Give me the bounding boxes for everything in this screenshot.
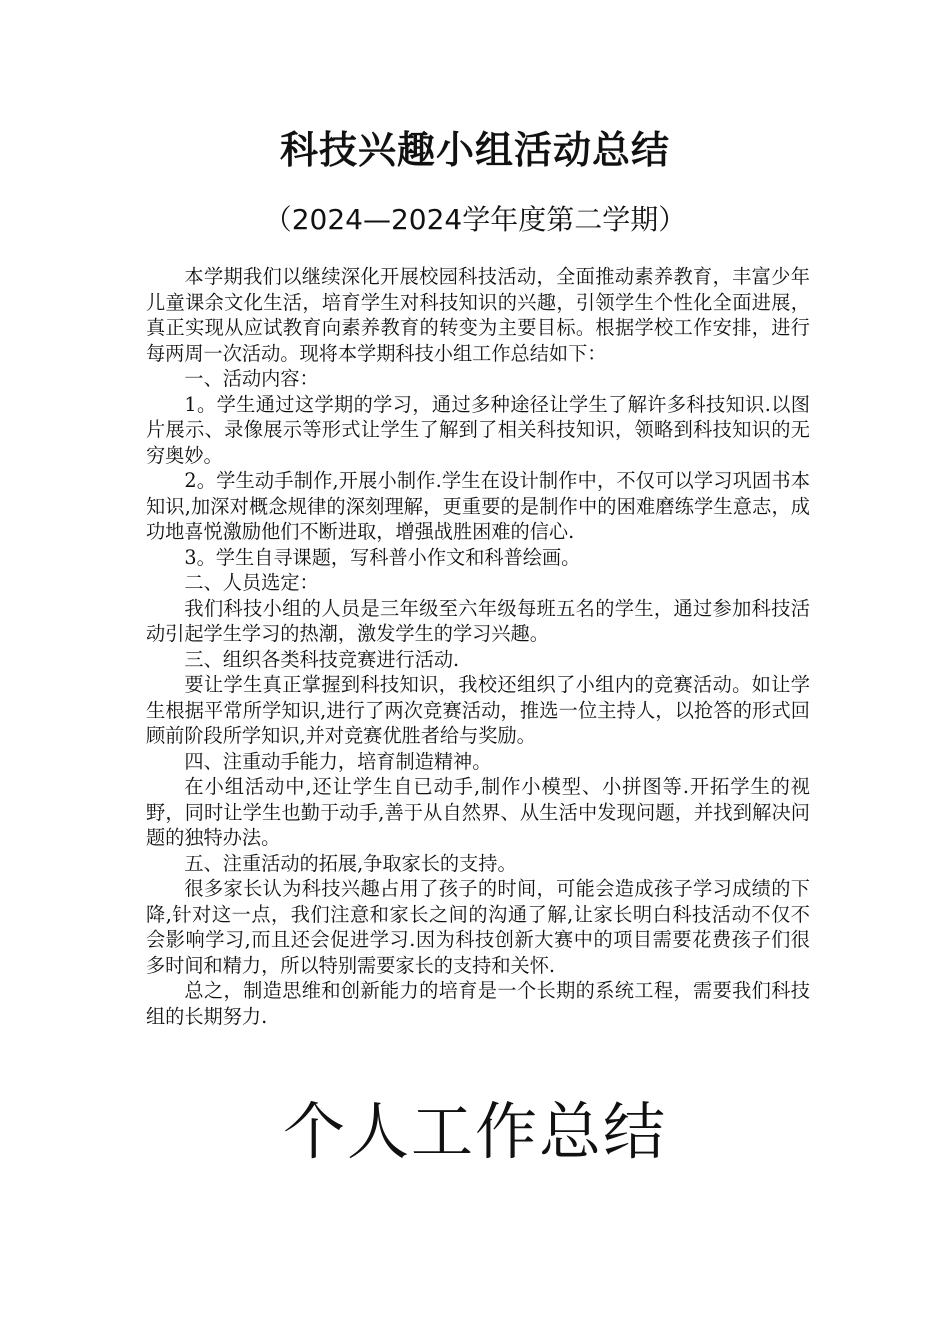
document-title: 科技兴趣小组活动总结 [279,128,670,172]
paragraph-hands-on: 在小组活动中,还让学生自已动手,制作小模型、小拼图等.开拓学生的视野，同时让学生也勤于动手,善于从自然界、从生活中发现问题，并找到解决问题的独特办法。 [146,775,810,849]
paragraph-intro: 本学期我们以继续深化开展校园科技活动，全面推动素养教育，丰富少年儿童课余文化生活，培育学生对科技知识的兴趣，引领学生个性化全面进展，真正实现从应试教育向素养教育的转变为主要目标。根据学校工作安排，进行每两周一次活动。现将本学期科技小组工作总结如下： [146,265,810,365]
section-heading-hands-on: 四、注重动手能力，培育制造精神。 [184,749,492,773]
paragraph-parent-support: 很多家长认为科技兴趣占用了孩子的时间，可能会造成孩子学习成绩的下降,针对这一点，我们注意和家长之间的沟通了解,让家长明白科技活动不仅不会影响学习,而且还会促进学习.因为科技创新大赛中的项目需要花费孩子们很多时间和精力，所以特别需要家长的支持和关怀. [146,877,810,977]
paragraph-item-1: 1。学生通过这学期的学习，通过多种途径让学生了解许多科技知识.以图片展示、录像展示等形式让学生了解到了相关科技知识，领略到科技知识的无穷奥妙。 [146,392,810,467]
paragraph-item-3: 3。学生自寻课题，写科普小作文和科普绘画。 [184,545,581,569]
section-heading-member-selection: 二、人员选定： [184,571,319,594]
document-subtitle: （2024—2024学年度第二学期） [263,203,687,236]
paragraph-item-2: 2。学生动手制作,开展小制作.学生在设计制作中，不仅可以学习巩固书本知识,加深对概念规律的深刻理解，更重要的是制作中的困难磨练学生意志，成功地喜悦激励他们不断进取，增强战胜困难的信心. [146,469,810,543]
paragraph-members: 我们科技小组的人员是三年级至六年级每班五名的学生，通过参加科技活动引起学生学习的热潮，激发学生的学习兴趣。 [146,596,810,645]
footer-title: 个人工作总结 [282,1095,667,1168]
section-heading-activity-content: 一、活动内容： [184,367,319,390]
section-heading-parent-support: 五、注重活动的拓展,争取家长的支持。 [184,851,517,875]
paragraph-competitions: 要让学生真正掌握到科技知识，我校还组织了小组内的竞赛活动。如让学生根据平常所学知识,进行了两次竞赛活动，推选一位主持人，以抢答的形式回顾前阶段所学知识,并对竞赛优胜者给与奖励。 [146,673,810,747]
section-heading-competitions: 三、组织各类科技竞赛进行活动. [184,647,460,671]
document-body [146,264,810,1029]
paragraph-conclusion: 总之，制造思维和创新能力的培育是一个长期的系统工程，需要我们科技组的长期努力. [146,979,810,1028]
